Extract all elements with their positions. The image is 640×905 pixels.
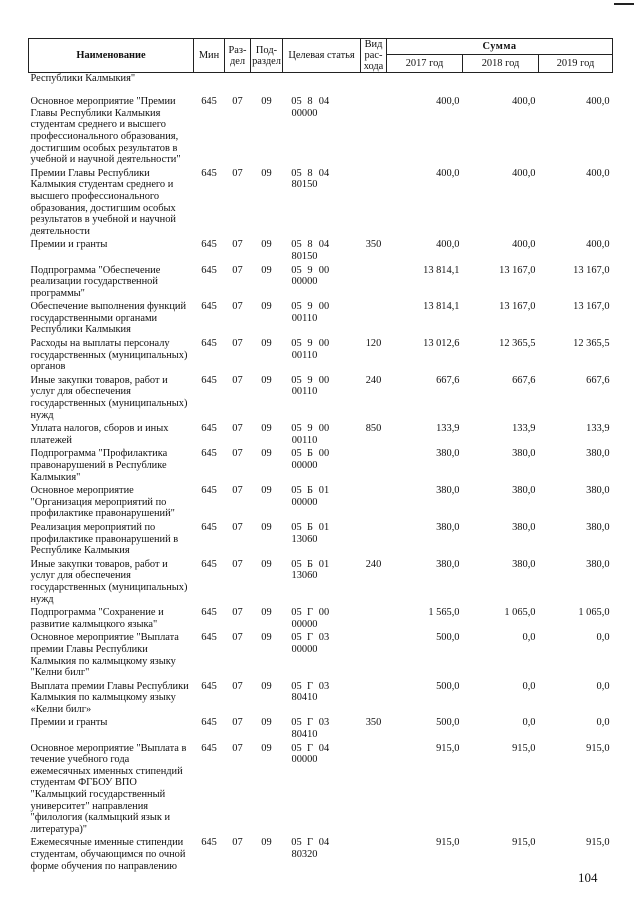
- row-2019: 915,0: [586, 837, 610, 849]
- row-target-part: 05: [291, 680, 302, 692]
- table-row: [29, 239, 613, 262]
- row-name: Основное мероприятие "Организация мероприятий по профилактике правонарушений": [30, 485, 175, 520]
- row-target-part: 00000: [291, 643, 318, 655]
- row-vid: [361, 522, 387, 557]
- table-row: [29, 522, 613, 557]
- row-min: 645: [201, 239, 217, 251]
- row-target-part: 00: [318, 374, 330, 386]
- row-name: Премии и гранты: [30, 239, 108, 251]
- row-vid: 120: [365, 338, 382, 350]
- row-name: Расходы на выплаты персоналу государственных (муниципальных) органов: [30, 338, 188, 373]
- row-razdel: 07: [232, 632, 243, 644]
- table-row: [29, 375, 613, 421]
- row-target-part: 9: [307, 264, 313, 276]
- row-vid: [361, 837, 387, 872]
- row-target-part: Г: [306, 607, 313, 619]
- row-min: 645: [201, 632, 217, 644]
- row-2019: 380,0: [586, 558, 610, 570]
- row-razdel: 07: [232, 301, 243, 313]
- row-target-part: 00: [318, 607, 330, 619]
- row-min: 645: [201, 680, 217, 692]
- row-target-part: 04: [318, 742, 330, 754]
- row-target-part: 00000: [291, 460, 318, 471]
- row-razdel: 07: [232, 521, 243, 533]
- row-razdel: 07: [232, 239, 243, 251]
- row-target-part: 04: [318, 96, 330, 108]
- row-target-part: 05: [291, 448, 302, 460]
- row-2018: 13 167,0: [499, 301, 536, 313]
- row-target-part: Г: [306, 632, 313, 644]
- row-target: [283, 681, 361, 716]
- row-target-part: 8: [307, 167, 313, 179]
- row-razdel: 07: [232, 264, 243, 276]
- row-vid: [361, 168, 387, 238]
- row-razdel: 07: [232, 374, 243, 386]
- row-target-part: 04: [318, 239, 330, 251]
- row-podrazdel: 09: [261, 239, 272, 251]
- row-target-part: 05: [291, 338, 302, 350]
- row-name: Иные закупки товаров, работ и услуг для обеспечения государственных (муниципальных) нужд: [30, 374, 188, 421]
- row-2018: 380,0: [512, 448, 536, 460]
- row-target-part: 00000: [291, 496, 318, 508]
- row-2017: 13 814,1: [423, 264, 460, 276]
- row-podrazdel: 09: [261, 423, 272, 435]
- row-target-part: 05: [291, 632, 302, 644]
- row-2019: 667,6: [586, 374, 610, 386]
- row-target-part: 00110: [291, 434, 318, 446]
- row-min: 645: [201, 558, 217, 570]
- row-razdel: 07: [232, 485, 243, 497]
- row-2018: 915,0: [512, 837, 536, 849]
- row-2018: 667,6: [512, 374, 536, 386]
- table-row: [29, 607, 613, 630]
- row-razdel: 07: [232, 338, 243, 350]
- row-podrazdel: 09: [261, 717, 272, 729]
- row-2019: 0,0: [596, 717, 610, 729]
- row-2017: 380,0: [436, 448, 460, 460]
- row-target-part: 00000: [291, 754, 318, 766]
- row-target-part: 05: [291, 485, 302, 497]
- row-razdel: 07: [232, 448, 243, 460]
- table-row: [29, 559, 613, 605]
- row-2018: 12 365,5: [499, 338, 536, 350]
- row-target-part: Г: [306, 680, 313, 692]
- row-target-part: 04: [318, 167, 330, 179]
- table-row: [29, 743, 613, 836]
- row-target: [283, 301, 361, 336]
- row-2019: 400,0: [586, 167, 610, 179]
- row-target-part: 05: [291, 301, 302, 313]
- row-target: [283, 375, 361, 421]
- row-target-part: 9: [307, 423, 313, 435]
- row-target-part: 9: [307, 374, 313, 386]
- row-podrazdel: 09: [261, 448, 272, 460]
- row-podrazdel: 09: [261, 485, 272, 497]
- row-target-part: 00110: [291, 349, 318, 361]
- row-2019: 380,0: [586, 485, 610, 497]
- row-min: 645: [201, 301, 217, 313]
- row-target-part: Г: [306, 717, 313, 729]
- row-2017: 133,9: [436, 423, 460, 435]
- row-podrazdel: [251, 73, 283, 97]
- row-vid: 240: [365, 558, 382, 570]
- row-2018: [463, 73, 539, 97]
- row-target-part: 80320: [291, 849, 318, 860]
- row-2019: 13 167,0: [573, 264, 610, 276]
- row-name: Подпрограмма "Обеспечение реализации государственной программы": [30, 264, 161, 299]
- row-vid: 350: [365, 717, 382, 729]
- row-podrazdel: 09: [261, 301, 272, 313]
- row-2017: 400,0: [436, 96, 460, 108]
- row-target-part: 05: [291, 423, 302, 435]
- row-2017: 13 814,1: [423, 301, 460, 313]
- row-min: 645: [201, 485, 217, 497]
- row-target-part: 00: [318, 301, 330, 313]
- row-2018: 0,0: [522, 680, 536, 692]
- row-2018: 380,0: [512, 485, 536, 497]
- row-min: 645: [201, 96, 217, 108]
- row-target: [283, 743, 361, 836]
- row-2017: 13 012,6: [423, 338, 460, 350]
- row-target: [283, 265, 361, 300]
- row-vid: [361, 448, 387, 483]
- row-target: [283, 168, 361, 238]
- row-min: [194, 73, 225, 97]
- row-2019: 1 065,0: [578, 607, 610, 619]
- row-name: Основное мероприятие "Выплата в течение учебного года ежемесячных именных стипендий студентам ФГБОУ ВПО "Калмыцкий государственный университет" направления "филология (калмыцкий язык и литература)": [30, 742, 187, 835]
- row-min: 645: [201, 717, 217, 729]
- row-podrazdel: 09: [261, 521, 272, 533]
- row-2019: 13 167,0: [573, 301, 610, 313]
- row-min: 645: [201, 742, 217, 754]
- page-number: 104: [578, 870, 598, 885]
- header-2019: 2019 год: [539, 55, 613, 73]
- row-min: 645: [201, 607, 217, 619]
- table-body: [29, 73, 613, 873]
- table-row: [29, 168, 613, 238]
- header-name: Наименование: [29, 39, 194, 73]
- row-razdel: 07: [232, 96, 243, 108]
- row-razdel: 07: [232, 607, 243, 619]
- row-2019: 0,0: [596, 632, 610, 644]
- row-target-part: 13060: [291, 533, 318, 545]
- row-2019: 0,0: [596, 680, 610, 692]
- row-2018: 1 065,0: [504, 607, 536, 619]
- row-target-part: 9: [307, 301, 313, 313]
- row-target-part: 01: [318, 558, 330, 570]
- row-name: Подпрограмма "Сохранение и развитие калмыцкого языка": [30, 607, 164, 630]
- row-name: Выплата премии Главы Республики Калмыкия по калмыцкому языку «Келни билг»: [30, 680, 189, 715]
- row-podrazdel: 09: [261, 558, 272, 570]
- row-target: [283, 717, 361, 740]
- row-2017: 500,0: [436, 680, 460, 692]
- row-min: 645: [201, 521, 217, 533]
- row-target-part: 8: [307, 96, 313, 108]
- row-2017: [387, 73, 463, 97]
- row-podrazdel: 09: [261, 264, 272, 276]
- row-target: [283, 239, 361, 262]
- row-2018: 133,9: [512, 423, 536, 435]
- row-target-part: 05: [291, 717, 302, 729]
- row-vid: [361, 743, 387, 836]
- row-target-part: 80410: [291, 692, 318, 704]
- row-2018: 0,0: [522, 717, 536, 729]
- row-2018: 400,0: [512, 96, 536, 108]
- row-vid: 240: [365, 374, 382, 386]
- row-name: Обеспечение выполнения функций государственными органами Республики Калмыкия: [30, 301, 187, 336]
- row-podrazdel: 09: [261, 742, 272, 754]
- row-2018: 400,0: [512, 167, 536, 179]
- row-name: Уплата налогов, сборов и иных платежей: [30, 423, 169, 446]
- row-2019: 380,0: [586, 448, 610, 460]
- row-2017: 915,0: [436, 742, 460, 754]
- row-2017: 1 565,0: [428, 607, 460, 619]
- row-target: [283, 423, 361, 446]
- row-podrazdel: 09: [261, 338, 272, 350]
- row-target-part: Б: [307, 521, 313, 533]
- row-name: Иные закупки товаров, работ и услуг для обеспечения государственных (муниципальных) нужд: [30, 558, 188, 605]
- row-2019: 133,9: [586, 423, 610, 435]
- row-target-part: 05: [291, 96, 302, 108]
- row-2019: 915,0: [586, 742, 610, 754]
- row-min: 645: [201, 374, 217, 386]
- row-2017: 380,0: [436, 485, 460, 497]
- row-podrazdel: 09: [261, 680, 272, 692]
- row-target-part: 05: [291, 167, 302, 179]
- row-2017: 380,0: [436, 558, 460, 570]
- row-vid: 850: [365, 423, 382, 435]
- row-name: Основное мероприятие "Премии Главы Республики Калмыкия студентам среднего и высшего профессионального образования, достигшим особых результатов в учебной и научной деятельности": [30, 96, 181, 166]
- budget-table-sheet: [28, 38, 612, 872]
- row-podrazdel: 09: [261, 374, 272, 386]
- row-target: [283, 96, 361, 166]
- row-target-part: 00110: [291, 312, 318, 324]
- row-name: Основное мероприятие "Выплата премии Главы Республики Калмыкия по калмыцкому языку "Келни билг": [30, 632, 179, 679]
- table-header: [29, 39, 613, 73]
- table-row: [29, 837, 613, 872]
- row-razdel: 07: [232, 717, 243, 729]
- header-target: Целевая статья: [283, 39, 361, 73]
- row-vid: [361, 607, 387, 630]
- row-target-part: 05: [291, 558, 302, 570]
- row-target-part: 05: [291, 374, 302, 386]
- header-sum: Сумма: [387, 39, 613, 55]
- row-2019: [539, 73, 613, 97]
- row-min: 645: [201, 264, 217, 276]
- row-target-part: 13060: [291, 570, 318, 582]
- row-2017: 380,0: [436, 521, 460, 533]
- row-podrazdel: 09: [261, 632, 272, 644]
- header-razdel: Раз- дел: [225, 39, 251, 73]
- row-vid: 350: [365, 239, 382, 251]
- row-razdel: 07: [232, 680, 243, 692]
- table-row: [29, 338, 613, 373]
- row-target: [283, 607, 361, 630]
- row-min: 645: [201, 448, 217, 460]
- row-2018: 380,0: [512, 558, 536, 570]
- row-target: [283, 632, 361, 678]
- row-2018: 400,0: [512, 239, 536, 251]
- row-target-part: 05: [291, 607, 302, 619]
- row-vid: [361, 681, 387, 716]
- table-row: [29, 717, 613, 740]
- row-target-part: 00: [318, 448, 330, 460]
- row-target-part: 03: [318, 717, 330, 729]
- row-vid: [361, 265, 387, 300]
- row-name: Премии и гранты: [30, 717, 108, 729]
- row-podrazdel: 09: [261, 167, 272, 179]
- row-2018: 13 167,0: [499, 264, 536, 276]
- row-target-part: 05: [291, 742, 302, 754]
- row-target-part: 00000: [291, 618, 318, 630]
- row-2018: 380,0: [512, 521, 536, 533]
- table-row: [29, 632, 613, 678]
- row-podrazdel: 09: [261, 607, 272, 619]
- row-name: Республики Калмыкия": [30, 73, 136, 84]
- table-row: [29, 681, 613, 716]
- row-2017: 915,0: [436, 837, 460, 849]
- header-min: Мин: [194, 39, 225, 73]
- row-min: 645: [201, 423, 217, 435]
- row-target-part: 80410: [291, 729, 318, 741]
- row-target-part: 00000: [291, 107, 318, 119]
- row-target-part: Б: [307, 448, 313, 460]
- row-vid: [361, 632, 387, 678]
- row-2017: 400,0: [436, 239, 460, 251]
- header-2017: 2017 год: [387, 55, 463, 73]
- row-podrazdel: 09: [261, 837, 272, 849]
- row-target: [283, 485, 361, 520]
- row-2017: 400,0: [436, 167, 460, 179]
- row-target: [283, 448, 361, 483]
- row-target-part: 05: [291, 264, 302, 276]
- row-name: Реализация мероприятий по профилактике правонарушений в Республике Калмыкия: [30, 521, 179, 557]
- row-razdel: 07: [232, 423, 243, 435]
- row-min: 645: [201, 338, 217, 350]
- row-target-part: 00000: [291, 276, 318, 288]
- row-target-part: Б: [307, 558, 313, 570]
- table-row: [29, 96, 613, 166]
- budget-table: [28, 38, 613, 872]
- row-target-part: 00: [318, 423, 330, 435]
- header-vid: Вид рас- хода: [361, 39, 387, 73]
- row-name: Подпрограмма "Профилактика правонарушений в Республике Калмыкия": [30, 448, 168, 483]
- table-row: [29, 301, 613, 336]
- row-target-part: 9: [307, 338, 313, 350]
- row-target: [283, 522, 361, 557]
- row-2017: 500,0: [436, 632, 460, 644]
- table-row: [29, 265, 613, 300]
- row-2019: 400,0: [586, 239, 610, 251]
- row-name: Премии Главы Республики Калмыкия студентам среднего и высшего профессионального образования, достигшим особых результатов в учебной и научной деятельности: [30, 167, 176, 237]
- row-vid: [361, 73, 387, 97]
- row-target-part: 80150: [291, 179, 318, 191]
- table-row: [29, 448, 613, 483]
- table-row: [29, 485, 613, 520]
- row-2019: 12 365,5: [573, 338, 610, 350]
- row-target-part: 8: [307, 239, 313, 251]
- row-target-part: 80150: [291, 250, 318, 262]
- header-podrazdel: Под- раздел: [251, 39, 283, 73]
- row-razdel: 07: [232, 558, 243, 570]
- table-row: [29, 73, 613, 97]
- row-target: [283, 559, 361, 605]
- row-razdel: 07: [232, 742, 243, 754]
- row-target-part: 00: [318, 264, 330, 276]
- row-target-part: Г: [306, 742, 313, 754]
- row-target-part: 01: [318, 485, 330, 497]
- row-min: 645: [201, 837, 217, 849]
- row-2018: 915,0: [512, 742, 536, 754]
- row-2017: 500,0: [436, 717, 460, 729]
- row-target: [283, 837, 361, 872]
- row-target-part: 05: [291, 239, 302, 251]
- row-target-part: Г: [306, 837, 313, 849]
- row-target-part: Б: [307, 485, 313, 497]
- row-name: Ежемесячные именные стипендии студентам, обучающимся по очной форме обучения по направлению: [30, 837, 186, 872]
- row-razdel: 07: [232, 837, 243, 849]
- row-2019: 380,0: [586, 521, 610, 533]
- row-target-part: 01: [318, 521, 330, 533]
- row-razdel: [225, 73, 251, 97]
- row-target-part: 00110: [291, 386, 318, 398]
- row-razdel: 07: [232, 167, 243, 179]
- row-target-part: 05: [291, 521, 302, 533]
- table-row: [29, 423, 613, 446]
- row-target: [283, 73, 361, 97]
- row-target: [283, 338, 361, 373]
- row-vid: [361, 485, 387, 520]
- row-target-part: 03: [318, 632, 330, 644]
- row-target-part: 03: [318, 680, 330, 692]
- row-target-part: 00: [318, 338, 330, 350]
- row-2017: 667,6: [436, 374, 460, 386]
- row-2018: 0,0: [522, 632, 536, 644]
- header-2018: 2018 год: [463, 55, 539, 73]
- row-podrazdel: 09: [261, 96, 272, 108]
- row-target-part: 05: [291, 837, 302, 849]
- row-2019: 400,0: [586, 96, 610, 108]
- row-min: 645: [201, 167, 217, 179]
- row-vid: [361, 301, 387, 336]
- row-vid: [361, 96, 387, 166]
- scan-mark: [614, 3, 634, 5]
- row-target-part: 04: [318, 837, 330, 849]
